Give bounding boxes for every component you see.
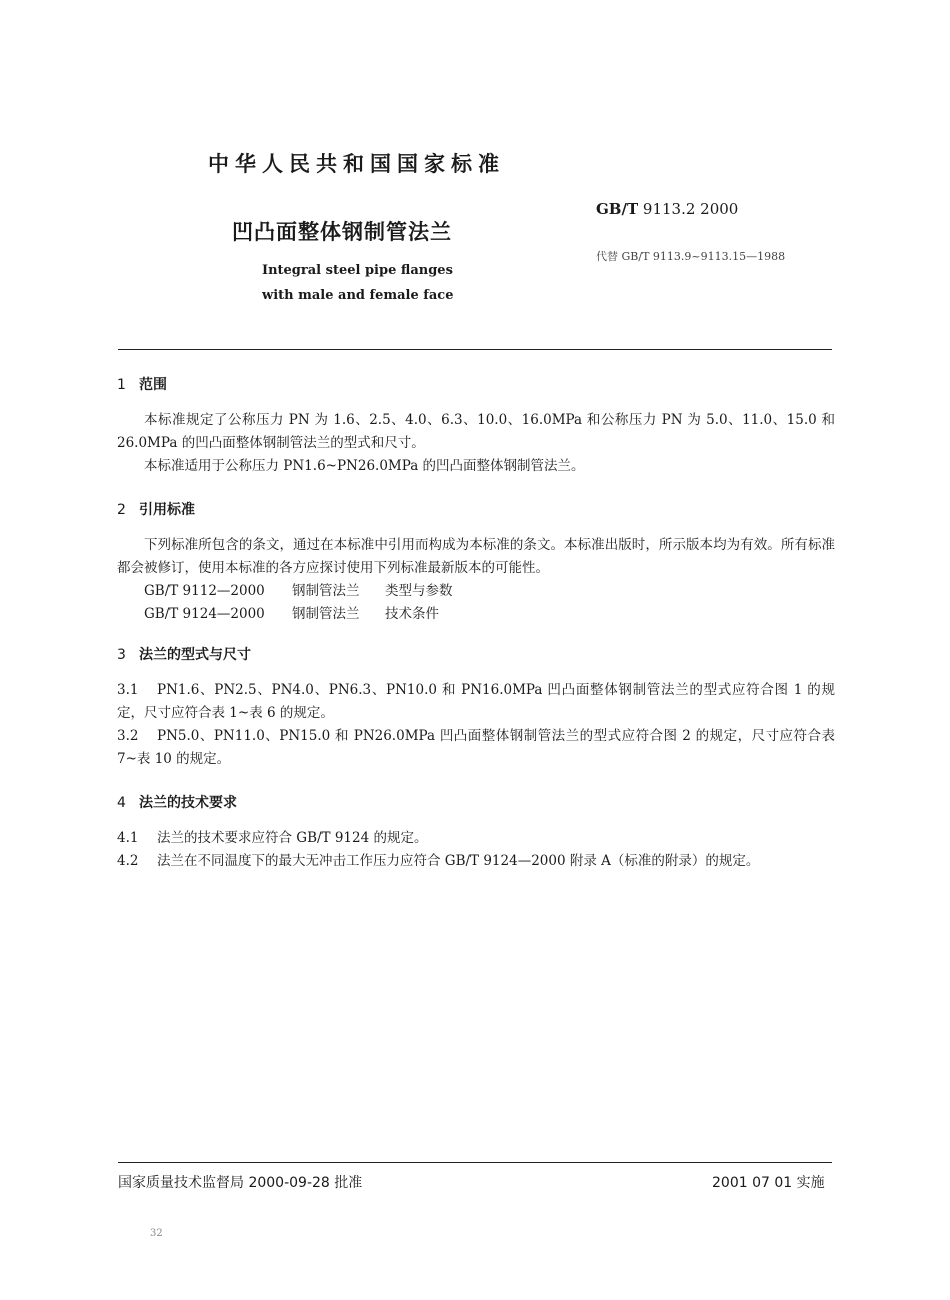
- section-number: 1: [117, 377, 126, 393]
- section-normative-references: [117, 500, 835, 626]
- paragraph: 本标准规定了公称压力 PN 为 1.6、2.5、4.0、6.3、10.0、16.0MPa 和公称压力 PN 为 5.0、11.0、15.0 和 26.0MPa 的凹凸面整体钢制管法兰的型式和尺寸。: [117, 412, 835, 451]
- reference-title-part1: 钢制管法兰: [292, 583, 360, 599]
- clause-number: 3.2: [117, 728, 139, 744]
- replaces-note: 代替 GB/T 9113.9~9113.15—1988: [596, 250, 786, 263]
- clause-text: PN5.0、PN11.0、PN15.0 和 PN26.0MPa 凹凸面整体钢制管法兰的型式应符合图 2 的规定，尺寸应符合表 7~表 10 的规定。: [117, 728, 835, 767]
- reference-item: [117, 580, 835, 603]
- section-heading: [117, 645, 835, 665]
- section-number: 4: [117, 795, 126, 811]
- standard-prefix: GB/T: [596, 200, 639, 218]
- approval-line: 国家质量技术监督局 2000-09-28 批准: [118, 1175, 363, 1191]
- reference-title-part2: 类型与参数: [385, 583, 453, 599]
- clause-4-2: [117, 850, 835, 873]
- section-title: 法兰的技术要求: [139, 795, 237, 811]
- clause-number: 3.1: [117, 682, 139, 698]
- clause-text: 法兰在不同温度下的最大无冲击工作压力应符合 GB/T 9124—2000 附录 A（标准的附录）的规定。: [157, 853, 760, 869]
- clause-text: 法兰的技术要求应符合 GB/T 9124 的规定。: [157, 830, 428, 846]
- footer-divider: [118, 1162, 832, 1163]
- section-heading: [117, 500, 835, 520]
- clause-text: PN1.6、PN2.5、PN4.0、PN6.3、PN10.0 和 PN16.0MPa 凹凸面整体钢制管法兰的型式应符合图 1 的规定，尺寸应符合表 1~表 6 的规定。: [117, 682, 835, 721]
- section-technical-requirements: [117, 793, 835, 873]
- section-scope: [117, 375, 835, 478]
- paragraph: 下列标准所包含的条文，通过在本标准中引用而构成为本标准的条文。本标准出版时，所示版本均为有效。所有标准都会被修订，使用本标准的各方应探讨使用下列标准最新版本的可能性。: [117, 537, 835, 576]
- section-title: 法兰的型式与尺寸: [139, 647, 251, 663]
- standard-number: [596, 200, 738, 218]
- section-number: 2: [117, 502, 126, 518]
- reference-title-part1: 钢制管法兰: [292, 606, 360, 622]
- reference-title-part2: 技术条件: [385, 606, 439, 622]
- section-title: 引用标准: [139, 502, 195, 518]
- country-standard-heading: 中华人民共和国国家标准: [208, 152, 505, 176]
- section-heading: [117, 375, 835, 395]
- clause-3-1: [117, 679, 835, 725]
- header-divider: [118, 349, 832, 350]
- paragraph: 本标准适用于公称压力 PN1.6~PN26.0MPa 的凹凸面整体钢制管法兰。: [144, 458, 585, 474]
- section-number: 3: [117, 647, 126, 663]
- standard-code: 9113.2 2000: [642, 200, 739, 218]
- clause-number: 4.2: [117, 853, 139, 869]
- document-title-en-line1: Integral steel pipe flanges: [262, 263, 453, 278]
- section-heading: [117, 793, 835, 813]
- reference-item: [117, 603, 835, 626]
- section-types-dimensions: [117, 645, 835, 771]
- clause-3-2: [117, 725, 835, 771]
- page-number: 32: [150, 1228, 163, 1239]
- reference-code: GB/T 9124—2000: [144, 606, 265, 622]
- section-title: 范围: [139, 377, 167, 393]
- clause-number: 4.1: [117, 830, 139, 846]
- clause-4-1: [117, 827, 835, 850]
- document-title-en-line2: with male and female face: [262, 288, 454, 303]
- reference-code: GB/T 9112—2000: [144, 583, 265, 599]
- implementation-date: 2001 07 01 实施: [712, 1175, 825, 1191]
- document-title-zh: 凹凸面整体钢制管法兰: [232, 220, 452, 244]
